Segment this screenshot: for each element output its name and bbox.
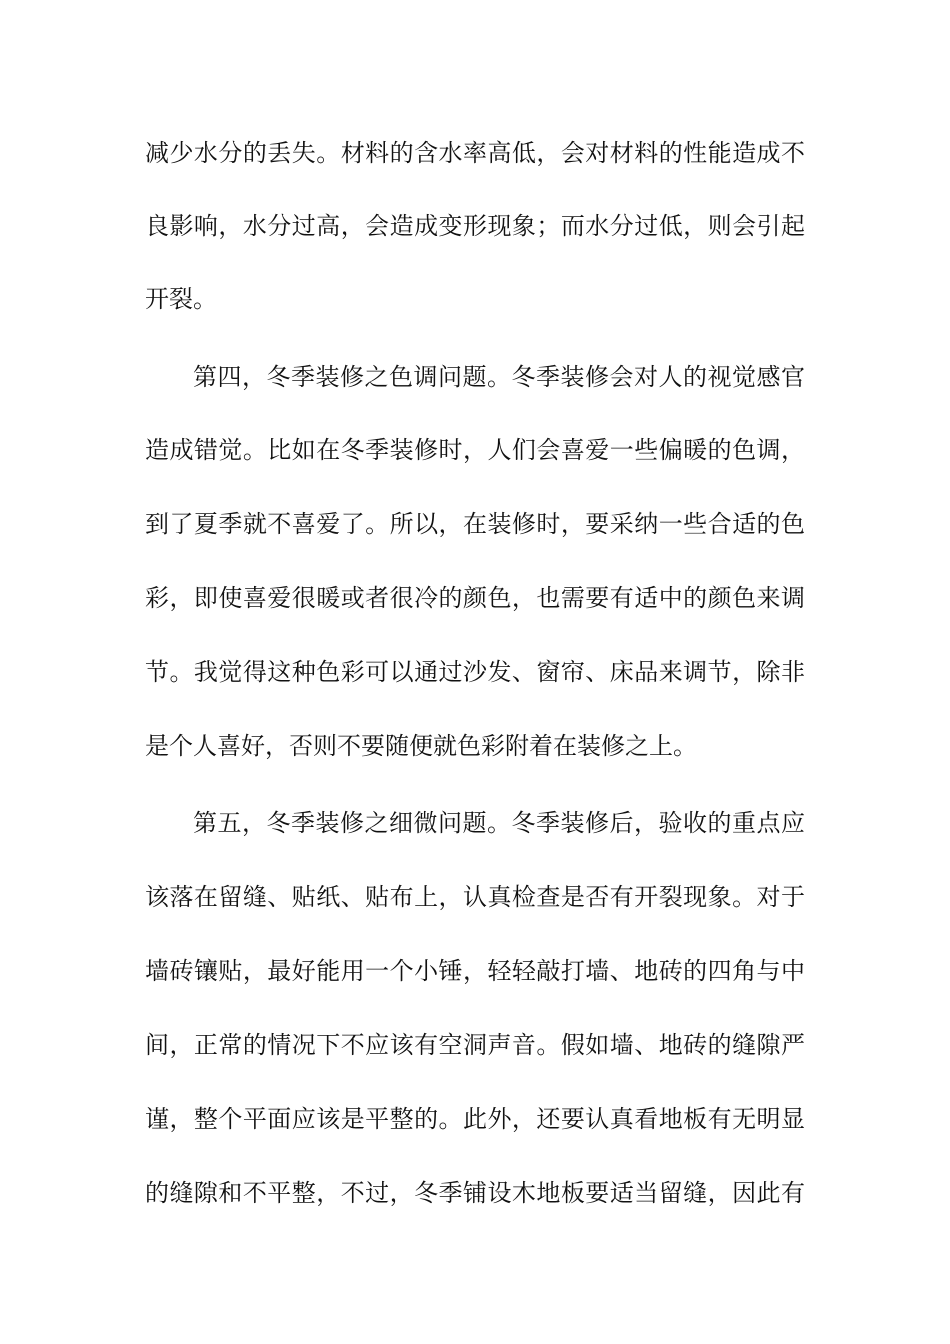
text-line: 墙砖镶贴，最好能用一个小锤，轻轻敲打墙、地砖的四角与中 (145, 957, 805, 985)
text-line: 谨，整个平面应该是平整的。此外，还要认真看地板有无明显 (145, 1105, 805, 1133)
text-line: 的缝隙和不平整，不过，冬季铺设木地板要适当留缝，因此有 (145, 1179, 805, 1207)
text-line: 该落在留缝、贴纸、贴布上，认真检查是否有开裂现象。对于 (145, 883, 805, 911)
text-line: 节。我觉得这种色彩可以通过沙发、窗帘、床品来调节，除非 (145, 658, 805, 686)
text-line: 彩，即使喜爱很暖或者很冷的颜色，也需要有适中的颜色来调 (145, 584, 805, 612)
text-line: 间，正常的情况下不应该有空洞声音。假如墙、地砖的缝隙严 (145, 1031, 805, 1059)
text-line: 减少水分的丢失。材料的含水率高低，会对材料的性能造成不 (145, 139, 805, 167)
text-line: 良影响，水分过高，会造成变形现象；而水分过低，则会引起 (145, 212, 805, 240)
text-line: 到了夏季就不喜爱了。所以，在装修时，要采纳一些合适的色 (145, 510, 805, 538)
paragraph-start-line: 第五，冬季装修之细微问题。冬季装修后，验收的重点应 (193, 809, 805, 837)
paragraph-start-line: 第四，冬季装修之色调问题。冬季装修会对人的视觉感官 (193, 363, 805, 391)
text-line: 造成错觉。比如在冬季装修时，人们会喜爱一些偏暖的色调， (145, 436, 805, 464)
text-line: 是个人喜好，否则不要随便就色彩附着在装修之上。 (145, 732, 697, 760)
text-line: 开裂。 (145, 285, 217, 313)
